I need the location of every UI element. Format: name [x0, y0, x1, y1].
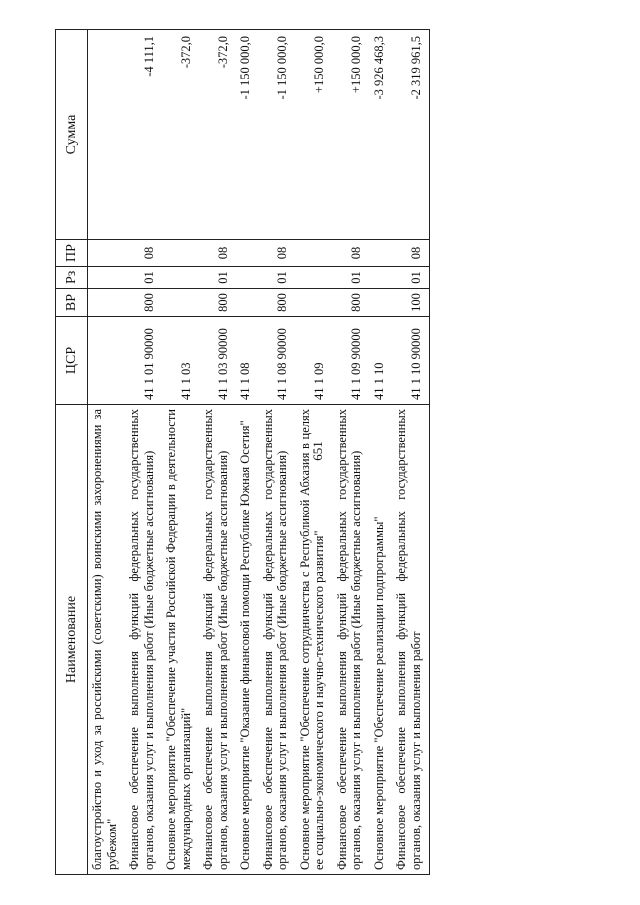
row-rz [296, 267, 333, 289]
header-sum: Сумма [56, 30, 88, 240]
row-vr: 800 [199, 289, 236, 317]
row-name: Основное мероприятие "Обеспечение сотрудничества с Республикой Абхазия в целях ее социально-экономического и научно-технического развития" [296, 405, 333, 875]
row-rz: 01 [259, 267, 296, 289]
row-rz: 01 [333, 267, 370, 289]
row-pr [88, 240, 126, 267]
row-csr: 41 1 03 [162, 317, 199, 405]
row-vr: 800 [125, 289, 162, 317]
header-name: Наименование [56, 405, 88, 875]
row-csr: 41 1 08 [236, 317, 259, 405]
row-csr [88, 317, 126, 405]
row-rz: 01 [392, 267, 430, 289]
row-vr [370, 289, 393, 317]
row-rz [370, 267, 393, 289]
row-rz: 01 [199, 267, 236, 289]
table-row [236, 30, 259, 875]
table-row [333, 30, 370, 875]
row-pr: 08 [392, 240, 430, 267]
row-sum: -372,0 [199, 30, 236, 240]
row-sum: -3 926 468,3 [370, 30, 393, 240]
row-vr [236, 289, 259, 317]
header-csr: ЦСР [56, 317, 88, 405]
row-sum: +150 000,0 [333, 30, 370, 240]
table-row [392, 30, 430, 875]
row-pr [296, 240, 333, 267]
row-sum: -1 150 000,0 [259, 30, 296, 240]
table-row [199, 30, 236, 875]
row-csr: 41 1 08 90000 [259, 317, 296, 405]
row-sum: -372,0 [162, 30, 199, 240]
row-pr [370, 240, 393, 267]
header-pr: ПР [56, 240, 88, 267]
row-vr [296, 289, 333, 317]
row-name: Финансовое обеспечение выполнения функций федеральных государственных органов, оказания услуг и выполнения работ (Иные бюджетные ассигнования) [333, 405, 370, 875]
row-name: Основное мероприятие "Обеспечение участия Российской Федерации в деятельности международных организаций" [162, 405, 199, 875]
row-pr [162, 240, 199, 267]
row-sum: -2 319 961,5 [392, 30, 430, 240]
row-csr: 41 1 03 90000 [199, 317, 236, 405]
row-name: Финансовое обеспечение выполнения функций федеральных государственных органов, оказания услуг и выполнения работ (Иные бюджетные ассигнования) [199, 405, 236, 875]
budget-table [55, 29, 430, 875]
row-name: благоустройство и уход за российскими (советскими) воинскими захоронениями за рубежом" [88, 405, 126, 875]
table-header-row [56, 30, 88, 875]
table-row [88, 30, 126, 875]
row-csr: 41 1 10 90000 [392, 317, 430, 405]
row-rz [88, 267, 126, 289]
row-pr [236, 240, 259, 267]
row-sum: -1 150 000,0 [236, 30, 259, 240]
row-rz: 01 [125, 267, 162, 289]
table-row [296, 30, 333, 875]
row-sum: +150 000,0 [296, 30, 333, 240]
row-sum [88, 30, 126, 240]
row-sum: -4 111,1 [125, 30, 162, 240]
table-row [370, 30, 393, 875]
row-vr [88, 289, 126, 317]
row-pr: 08 [199, 240, 236, 267]
row-csr: 41 1 01 90000 [125, 317, 162, 405]
budget-table-sheet [55, 30, 595, 875]
header-vr: ВР [56, 289, 88, 317]
row-name: Основное мероприятие "Оказание финансовой помощи Республике Южная Осетия" [236, 405, 259, 875]
row-csr: 41 1 09 [296, 317, 333, 405]
row-rz [236, 267, 259, 289]
row-name: Финансовое обеспечение выполнения функций федеральных государственных органов, оказания услуг и выполнения работ (Иные бюджетные ассигнования) [125, 405, 162, 875]
row-rz [162, 267, 199, 289]
row-csr: 41 1 09 90000 [333, 317, 370, 405]
row-pr: 08 [333, 240, 370, 267]
table-row [259, 30, 296, 875]
row-name: Финансовое обеспечение выполнения функций федеральных государственных органов, оказания услуг и выполнения работ (Иные бюджетные ассигнования) [259, 405, 296, 875]
header-rz: Рз [56, 267, 88, 289]
row-vr: 800 [333, 289, 370, 317]
row-vr: 800 [259, 289, 296, 317]
row-pr: 08 [259, 240, 296, 267]
row-name: Основное мероприятие "Обеспечение реализации подпрограммы" [370, 405, 393, 875]
row-vr [162, 289, 199, 317]
row-csr: 41 1 10 [370, 317, 393, 405]
table-row [125, 30, 162, 875]
page-number: 651 [310, 441, 325, 461]
table-row [162, 30, 199, 875]
row-name: Финансовое обеспечение выполнения функций федеральных государственных органов, оказания услуг и выполнения работ [392, 405, 430, 875]
row-pr: 08 [125, 240, 162, 267]
row-vr: 100 [392, 289, 430, 317]
